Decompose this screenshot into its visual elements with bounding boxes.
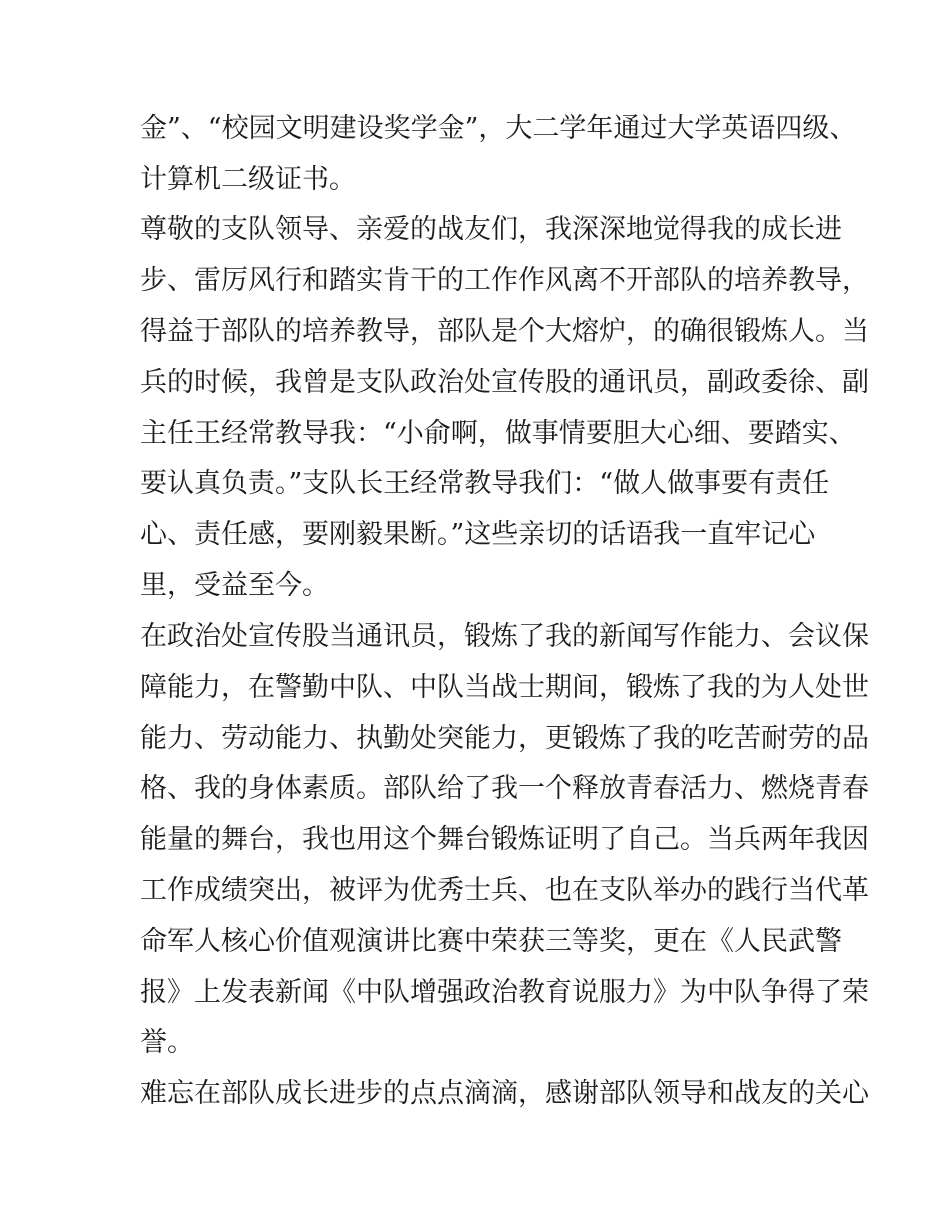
text-line: 格、我的身体素质。部队给了我一个释放青春活力、燃烧青春 [140, 773, 869, 804]
text-line: 尊敬的支队领导、亲爱的战友们，我深深地觉得我的成长进 [140, 214, 842, 245]
text-line: 计算机二级证书。 [140, 164, 356, 195]
text-line: 金”、“校园文明建设奖学金”，大二学年通过大学英语四级、 [140, 113, 857, 144]
text-line: 步、雷厉风行和踏实肯干的工作作风离不开部队的培养教导， [140, 265, 869, 296]
text-line: 能量的舞台，我也用这个舞台锻炼证明了自己。当兵两年我因 [140, 824, 869, 855]
text-line: 在政治处宣传股当通讯员，锻炼了我的新闻写作能力、会议保 [140, 621, 869, 652]
text-line: 报》上发表新闻《中队增强政治教育说服力》为中队争得了荣 [140, 977, 869, 1008]
text-line: 誉。 [140, 1027, 194, 1058]
text-line: 要认真负责。”支队长王经常教导我们：“做人做事要有责任 [140, 468, 830, 499]
text-line: 能力、劳动能力、执勤处突能力，更锻炼了我的吃苦耐劳的品 [140, 723, 869, 754]
text-line: 工作成绩突出，被评为优秀士兵、也在支队举办的践行当代革 [140, 875, 869, 906]
text-line: 兵的时候，我曾是支队政治处宣传股的通讯员，副政委徐、副 [140, 367, 869, 398]
text-line: 心、责任感，要刚毅果断。”这些亲切的话语我一直牢记心 [140, 519, 816, 550]
text-line: 主任王经常教导我：“小俞啊，做事情要胆大心细、要踏实、 [140, 418, 856, 449]
text-line: 命军人核心价值观演讲比赛中荣获三等奖，更在《人民武警 [140, 926, 842, 957]
text-line: 得益于部队的培养教导，部队是个大熔炉，的确很锻炼人。当 [140, 316, 869, 347]
text-line: 里，受益至今。 [140, 570, 329, 601]
text-line: 障能力，在警勤中队、中队当战士期间，锻炼了我的为人处世 [140, 672, 869, 703]
text-line: 难忘在部队成长进步的点点滴滴，感谢部队领导和战友的关心 [140, 1078, 869, 1109]
